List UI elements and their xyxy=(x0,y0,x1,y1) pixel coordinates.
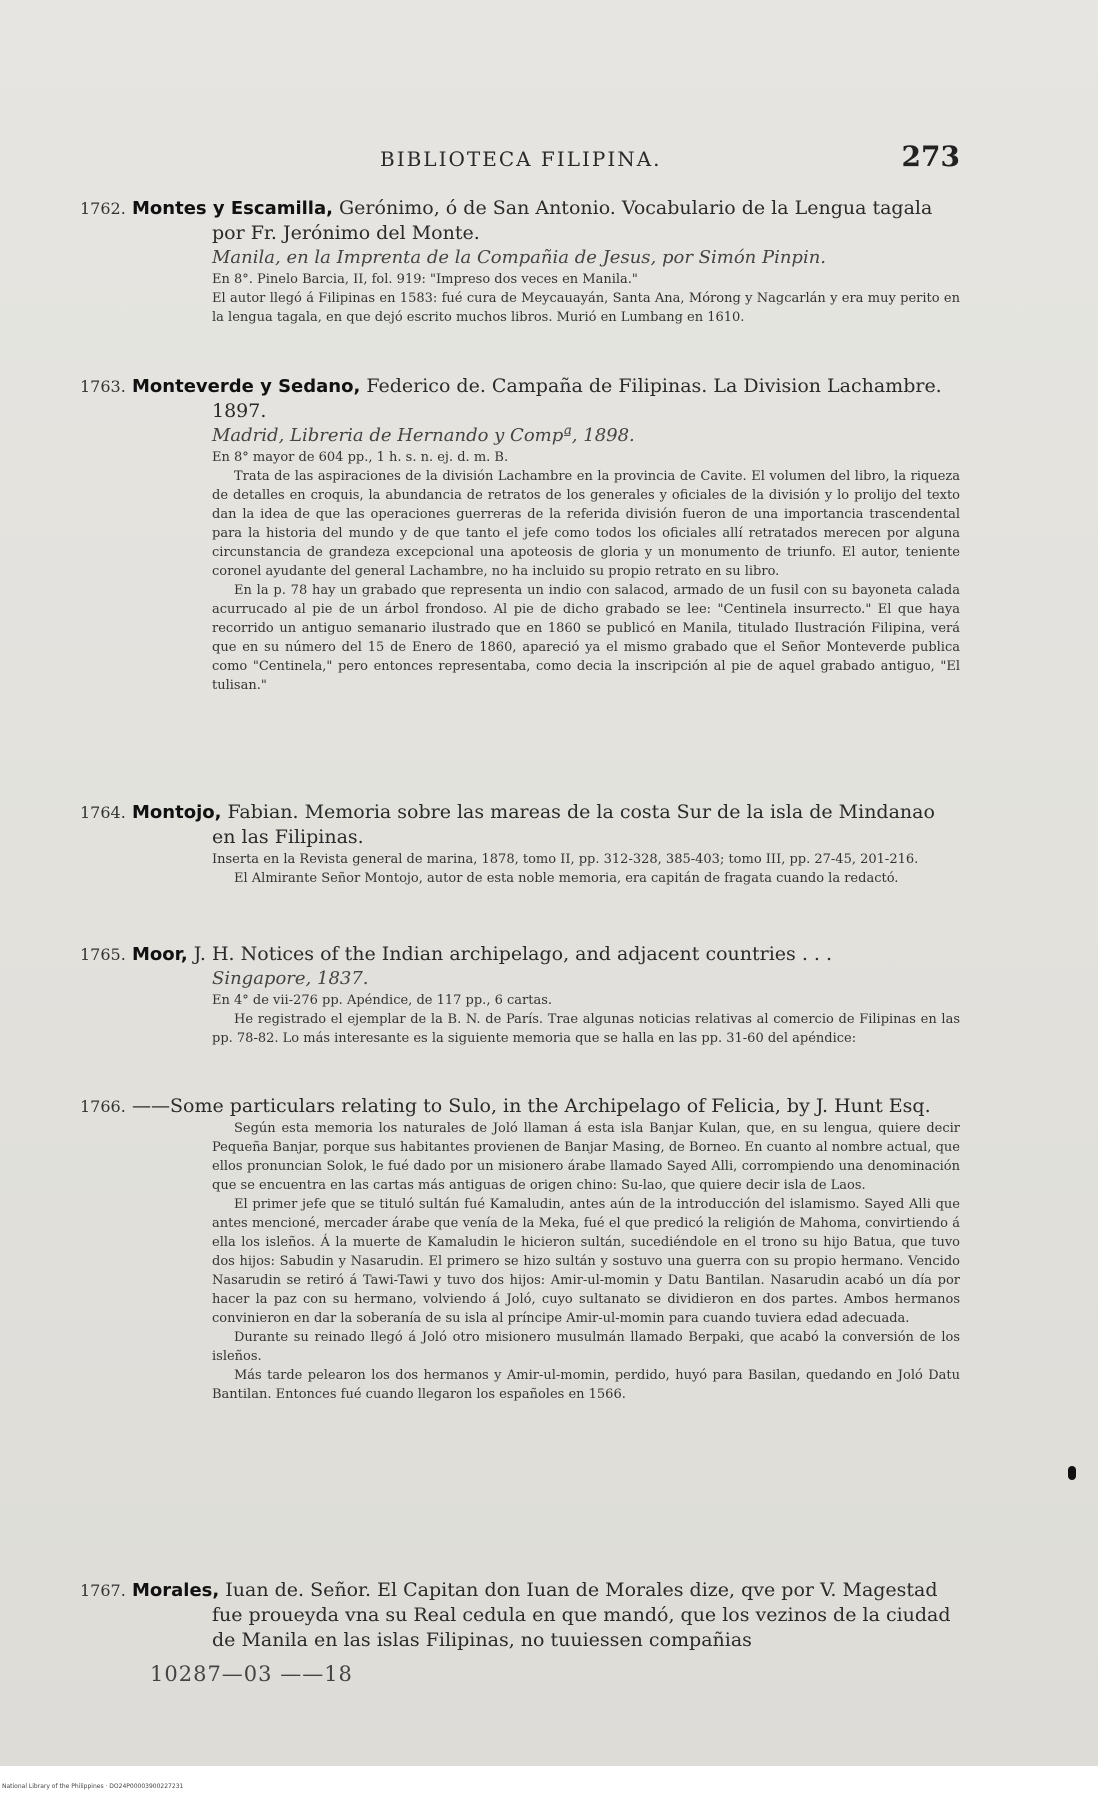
entry-author: Montes y Escamilla, xyxy=(132,198,333,219)
entry-note: He registrado el ejemplar de la B. N. de París. Trae algunas noticias relativas al comercio de Filipinas en las pp. 78-82. Lo más interesante es la siguiente memoria que se halla en las pp. 31-60 del apéndice: xyxy=(212,1012,960,1046)
entry-title: ——Some particulars relating to Sulo, in the Archipelago of Felicia, by J. Hunt Esq. xyxy=(132,1095,931,1117)
entry-imprint: Singapore, 1837. xyxy=(212,968,369,989)
entry-heading xyxy=(80,942,960,967)
entry-title: Iuan de. Señor. El Capitan don Iuan de Morales dize, qve por V. Magestad fue proueyda vna su Real cedula en que mandó, que los vezinos de la ciudad de Manila en las islas Filipinas, no tuuiessen compañias xyxy=(212,1579,951,1651)
entry-heading xyxy=(80,196,960,246)
library-credit: National Library of the Philippines · DO24P00003900227231 xyxy=(2,1783,184,1790)
page-number: 273 xyxy=(901,140,960,173)
entry-number: 1763. xyxy=(80,377,126,396)
entry-1767 xyxy=(80,1578,960,1653)
entry-note: En la p. 78 hay un grabado que representa un indio con salacod, armado de un fusil con su bayoneta calada acurrucado al pie de un árbol frondoso. Al pie de dicho grabado se lee: "Centinela insurrecto." El que haya recorrido un antiguo semanario ilustrado que en 1860 se publicó en Manila, titulado Ilustración Filipina, verá que en su número del 15 de Enero de 1860, apareció ya el mismo grabado que el Señor Monteverde publica como "Centinela," pero entonces representaba, como decia la inscripción al pie de aquel grabado antiguo, "El tulisan." xyxy=(212,583,960,693)
entry-note: El autor llegó á Filipinas en 1583: fué cura de Meycauayán, Santa Ana, Mórong y Nagcarlán y era muy perito en la lengua tagala, en que dejó escrito muchos libros. Murió en Lumbang en 1610. xyxy=(212,291,960,325)
entry-title: J. H. Notices of the Indian archipelago, and adjacent countries . . . xyxy=(187,943,833,965)
entry-note: El primer jefe que se tituló sultán fué Kamaludin, antes aún de la introducción del islamismo. Sayed Alli que antes mencioné, mercader árabe que venía de la Meka, fué el que predicó la religión de Mahoma, convirtiendo á ella los isleños. Á la muerte de Kamaludin le hicieron sultán, sucediéndole en el trono su hijo Batua, que tuvo dos hijos: Sabudin y Nasarudin. El primero se hizo sultán y sostuvo una guerra con su propio hermano. Vencido Nasarudin se retiró á Tawi-Tawi y tuvo dos hijos: Amir-ul-momin y Datu Bantilan. Nasarudin acabó un día por hacer la paz con su hermano, volviendo á Joló, cuyo sultanato se dividieron en dos partes. Ambos hermanos convinieron en dar la soberanía de su isla al príncipe Amir-ul-momin para cuando tuviera edad adecuada. xyxy=(212,1197,960,1326)
entry-note: Durante su reinado llegó á Joló otro misionero musulmán llamado Berpaki, que acabó la conversión de los isleños. xyxy=(212,1330,960,1364)
entry-heading xyxy=(80,1578,960,1653)
entry-number: 1766. xyxy=(80,1097,126,1116)
entry-note: El Almirante Señor Montojo, autor de esta noble memoria, era capitán de fragata cuando la redactó. xyxy=(234,871,899,886)
entry-note: En 8° mayor de 604 pp., 1 h. s. n. ej. d. m. B. xyxy=(212,450,509,465)
scan-artifact xyxy=(1068,1466,1076,1480)
entry-title: Federico de. Campaña de Filipinas. La Division Lachambre. 1897. xyxy=(212,375,942,422)
entry-number: 1764. xyxy=(80,803,126,822)
entry-heading xyxy=(80,800,960,850)
entry-note: En 8°. Pinelo Barcia, II, fol. 919: "Impreso dos veces en Manila." xyxy=(212,272,638,287)
entry-number: 1765. xyxy=(80,945,126,964)
entry-title: Gerónimo, ó de San Antonio. Vocabulario de la Lengua tagala por Fr. Jerónimo del Monte. xyxy=(212,197,933,244)
entry-author: Moor, xyxy=(132,944,188,965)
entry-author: Montojo, xyxy=(132,802,222,823)
entry-title: Fabian. Memoria sobre las mareas de la costa Sur de la isla de Mindanao en las Filipinas. xyxy=(212,801,935,848)
entry-author: Monteverde y Sedano, xyxy=(132,376,361,397)
entry-imprint: Manila, en la Imprenta de la Compañia de Jesus, por Simón Pinpin. xyxy=(212,247,827,268)
entry-author: Morales, xyxy=(132,1580,220,1601)
entry-heading xyxy=(80,1094,960,1119)
entry-number: 1762. xyxy=(80,199,126,218)
entry-1762 xyxy=(80,196,960,327)
entry-1765 xyxy=(80,942,960,1048)
entry-number: 1767. xyxy=(80,1581,126,1600)
entry-heading xyxy=(80,374,960,424)
running-title: BIBLIOTECA FILIPINA. xyxy=(380,147,662,171)
entry-1764 xyxy=(80,800,960,888)
entry-note: Más tarde pelearon los dos hermanos y Amir-ul-momin, perdido, huyó para Basilan, quedando en Joló Datu Bantilan. Entonces fué cuando llegaron los españoles en 1566. xyxy=(212,1368,960,1402)
entry-1766 xyxy=(80,1094,960,1404)
entry-note: Según esta memoria los naturales de Joló llaman á esta isla Banjar Kulan, que, en su lengua, quiere decir Pequeña Banjar, porque sus habitantes provienen de Banjar Masing, de Borneo. En cuanto al nombre actual, que ellos pronuncian Solok, le fué dado por un misionero árabe llamado Sayed Alli, corrompiendo una denominación que se encuentra en las cartas más antiguas de origen chino: Su-lao, que quiere decir isla de Laos. xyxy=(212,1121,960,1193)
entry-1763 xyxy=(80,374,960,695)
printer-signature: 10287—03 ——18 xyxy=(150,1662,353,1686)
entry-note: Inserta en la Revista general de marina, 1878, tomo II, pp. 312-328, 385-403; tomo III, pp. 27-45, 201-216. xyxy=(212,852,919,867)
entry-imprint: Madrid, Libreria de Hernando y Compª, 1898. xyxy=(212,425,635,446)
entry-note: En 4° de vii-276 pp. Apéndice, de 117 pp., 6 cartas. xyxy=(212,993,553,1008)
library-credit-bar xyxy=(0,1766,1098,1794)
entry-note: Trata de las aspiraciones de la división Lachambre en la provincia de Cavite. El volumen del libro, la riqueza de detalles en croquis, la abundancia de retratos de los generales y oficiales de la división y lo prolijo del texto dan la idea de que las operaciones guerreras de la referida división fueron de una importancia trascendental para la historia del mundo y de que tanto el jefe como todos los oficiales allí retratados merecen por alguna circunstancia de grandeza excepcional una apoteosis de gloria y un monumento de triunfo. El autor, teniente coronel ayudante del general Lachambre, no ha incluido su propio retrato en su libro. xyxy=(212,469,960,579)
page-header xyxy=(380,140,960,173)
